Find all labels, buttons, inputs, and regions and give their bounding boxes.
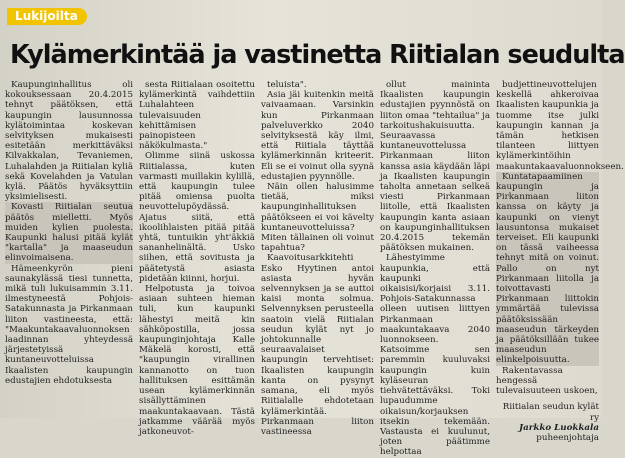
column-5 <box>496 80 624 443</box>
signature-name: Jarkko Luokkala <box>519 422 599 433</box>
paragraph: Näin ollen halusimme tietää, miksi kaupunginhallituksen päätökseen ei voi kävelty kuntaneuvotteluissa? Miten tällainen oli voinut tapahtua? <box>261 182 374 254</box>
paragraph: Hämeenkyrön pieni saunakylässä tiesi tunnetta, mikä tuli lukuisammin 3.11. ilmestyneestä Pohjois-Satakunnasta ja Pirkanmaan liiton vastineesta, että: "Maakuntakaavaluonnoksen laadinnan yhteydessä järjestetyissä kuntaneuvotteluissa Ikaalisten kaupungin edustajien ehdotuksesta <box>5 263 133 386</box>
paragraph: ollut maininta Ikaalisten kaupungin edustajien pyynnöstä on liiton omaa "tehtailua" ja tarkoitushakuisuutta. Seuraavassa kuntaneuvottelussa Pirkanmaan liiton kanssa asia käydään läpi ja Ikaalisten kaupungin taholta annetaan selkeä viesti Pirkanmaan liitolle, että Ikaalisten kaupungin kanta asiaan on kaupunginhallituksen 20.4.2015 tekemän päätöksen mukainen. <box>380 80 490 254</box>
column-2 <box>139 80 255 437</box>
paragraph: Kovasti Riitialan seutua päätös mielletti. Myös muiden kylien puolesta. Kaupunki halusi pitää kylät "kartalla" ja maaseudun elinvoimaisena. <box>5 202 133 264</box>
paragraph: Kuntatapaamiinen kaupungin ja Pirkanmaan liiton kanssa on käyty ja kaupunki on vienyt lausuntonsa mukaiset terveiset. Eli kaupunki on tässä vaiheessa tehnyt mitä on voinut. Pallo on nyt Pirkanmaan liitolla ja toivottavasti Pirkanmaan liittokin ymmärtää tulevissa päätöksissään maaseudun tärkeyden ja päätöksillään tukee maaseudun elinkelpoisuutta. <box>496 171 599 366</box>
paragraph: budjettineuvottelujen keskellä ahkeroivaa Ikaalisten kaupunkia ja tuomme itse julki kaupungin kannan ja tämän hetkisen tilanteen liittyen kylämerkintöihin maakuntakaavaluonnokseen. <box>496 80 624 172</box>
article-headline: Kylämerkintää ja vastinetta Riitialan seudulta <box>10 40 625 70</box>
paragraph: Rakentavassa hengessä tulevaisuuteen uskoen, <box>496 365 598 397</box>
paragraph: Kaavoitusarkkitehti Esko Hyytinen antoi asiasta hyvän selvennyksen ja se auttoi kaisi monta solmua. Selvennyksen perusteella saatoin vielä Riitialan seudun kylät nyt jo johtokunnalle seuraavalaiset kaupungin tervehtiset: Ikaalisten kaupungin kanta on pysynyt samana, eli myös Riitialalle ehdotetaan kylämerkintää. Pirkanmaan liiton vastineessa <box>261 253 374 437</box>
paragraph: Kaupunginhallitus oli kokouksessaan 20.4.2015 tehnyt päätöksen, että kaupungin lausunnossa kylätoimintaa koskevan selvityksen mukaisesti esitetään merkittäväksi Kilvakkalan, Tevaniemen, Luhalahden ja Riitialan kyliä sekä Kovelahden ja Vatulan kylä. Päätös hyväksyttiin yksimielisesti. <box>5 80 133 203</box>
paragraph: Helpotusta ja toivoa asiaan suhteen hieman tuli, kun kaupunki lähestyi meitä kin sähköpostilla, jossa kaupunginjohtaja Kalle Mäkelä korosti, että "kaupungin virallinen kannanotto on tuon hallituksen esittämän usean kylämerkinnän sisällyttäminen maakuntakaavaan. Tästä jatkamme väärää myös jatkoneuvot- <box>139 284 255 437</box>
column-1 <box>5 80 133 416</box>
paragraph: teluista". <box>267 80 307 90</box>
section-badge: Lukijoilta <box>7 8 87 25</box>
column-3 <box>261 80 374 437</box>
paragraph: Lähestyimme kaupunkia, että kaupunki oikaisisi/korjaisi 3.11. Pohjois-Satakunnassa olleen uutisen liittyen Pirkanmaan maakuntakaava 2040 luonnokseen. Katsoimme sen paremmin kuuluvaksi kaupungin kuin kyläseuran tiehvätettäväksi. Toki lupaudumme oikaisun/korjauksen itsekin tekemään. Vastausta ei kuulunut, joten päätimme helpottaa <box>380 253 490 458</box>
paragraph: Asia jäi kuitenkin meitä vaivaamaan. Varsinkin kun Pirkanmaan palveluverkko 2040 selvityksestä käy ilmi, että Riitiala täyttää kylämerkinnän kriteerit. Eli se ei voinut olla syynä edustajien pyynnölle. <box>261 90 374 182</box>
article-body <box>5 80 624 458</box>
signature-title: puheenjohtaja <box>536 432 599 443</box>
column-4 <box>380 80 490 458</box>
paragraph: sesta Riitialaan osoitettu kylämerkintä vaihdettiin Luhalahteen tulevaisuuden kehittämisen painopisteen näkökulmasta." <box>139 80 255 152</box>
signature-org: Riitialan seudun kylät ry <box>502 402 599 423</box>
paragraph: Olimme siinä uskossa Riitialassa, kuten varmasti muillakin kylillä, että kaupungin tulee pitää omiensa puolta neuvottelupöydässä. Ajatus siitä, että ikoolihlaisten pitää pitää yhtä, tuntuikin yht'äkkiä sananhelinältä. Usko siihen, että sovitusta ja päätetystä asiasta pidetään kiinni, horjui. <box>139 151 255 284</box>
